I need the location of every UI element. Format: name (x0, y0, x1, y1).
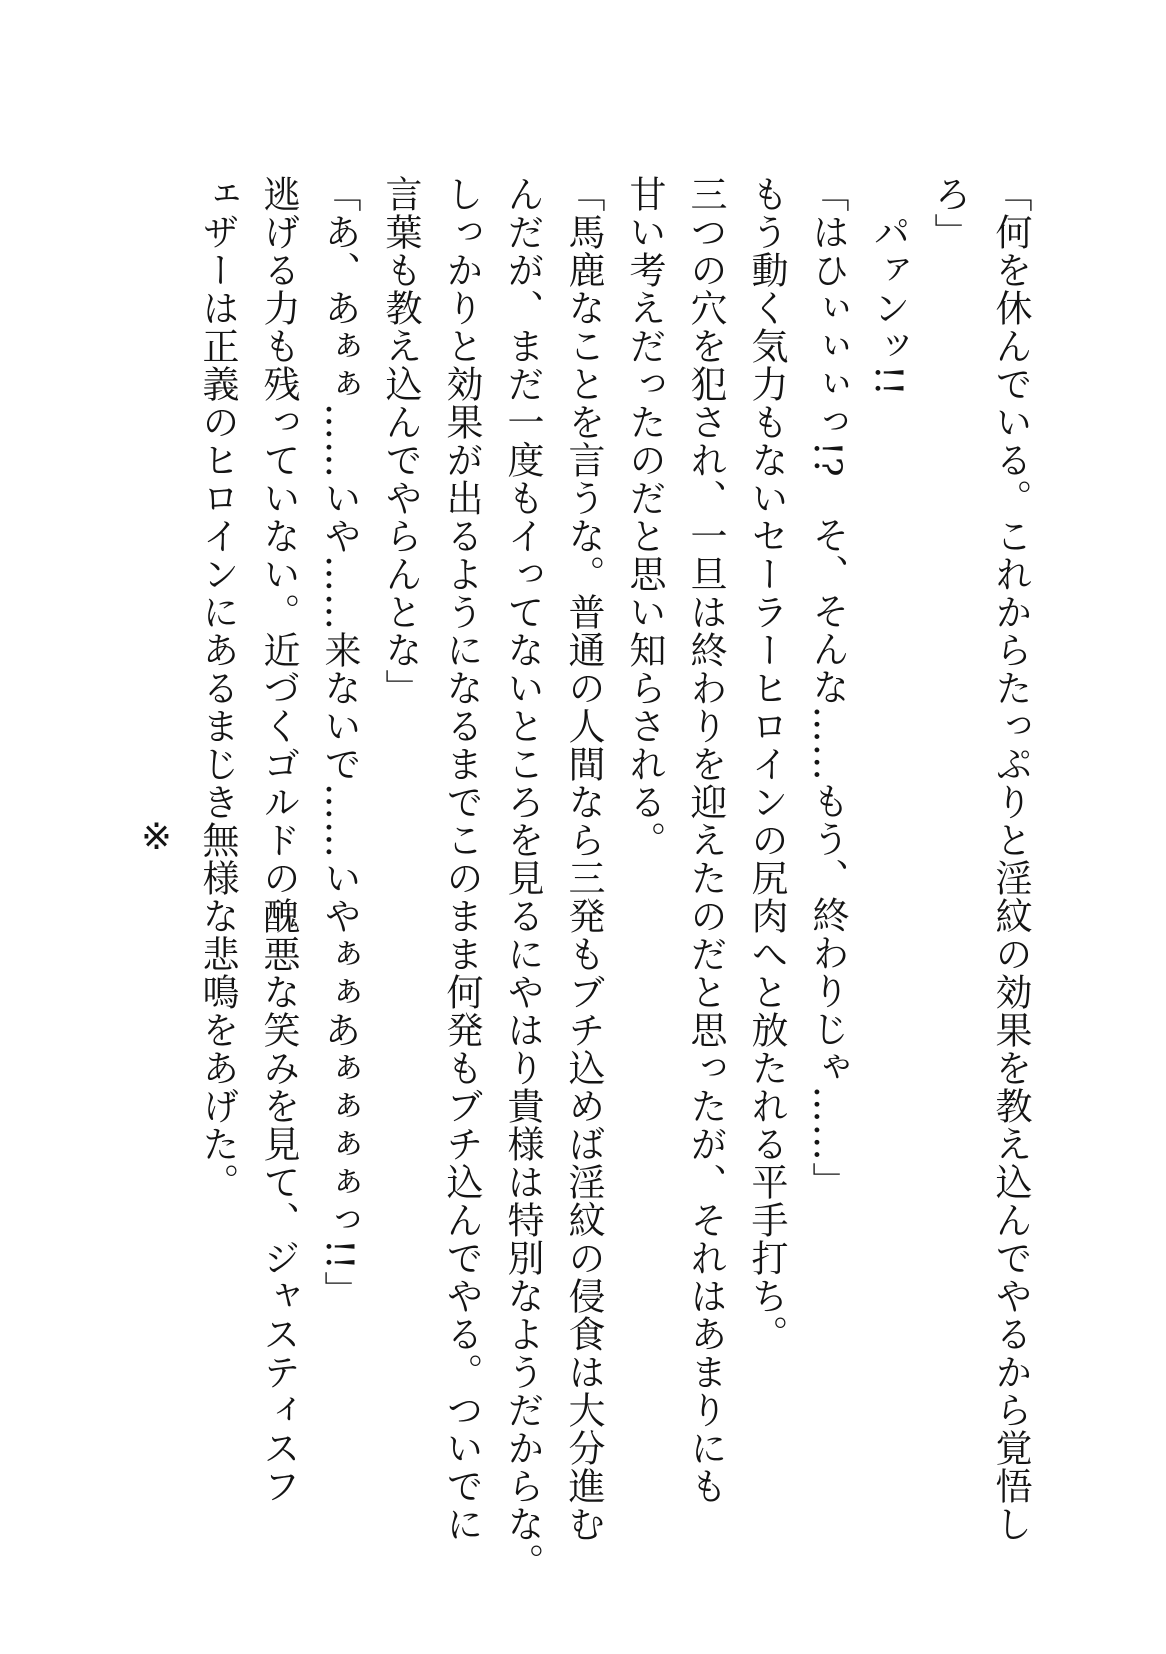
section-break-mark: ※ (135, 815, 178, 859)
text-line: んだが、まだ一度もイってないところを見るにやはり貴様は特別なようだからな。 (501, 175, 544, 1581)
text-line: 言葉も教え込んでやらんとな」 (379, 175, 422, 707)
text-line: ェザーは正義のヒロインにあるまじき無様な悲鳴をあげた。 (196, 175, 239, 1201)
text-line: しっかりと効果が出るようになるまでこのまま何発もブチ込んでやる。ついでに (440, 175, 483, 1543)
text-line: パァンッ!! (867, 213, 910, 397)
text-line: もう動く気力もないセーラーヒロインの尻肉へと放たれる平手打ち。 (745, 175, 788, 1353)
text-line: 甘い考えだったのだと思い知らされる。 (623, 175, 666, 859)
text-line: 三つの穴を犯され、一旦は終わりを迎えたのだと思ったが、それはあまりにも (684, 175, 727, 1505)
text-line: 「馬鹿なことを言うな。普通の人間なら三発もブチ込めば淫紋の侵食は大分進む (562, 175, 605, 1543)
text-line: ろ」 (928, 175, 971, 251)
text-line: 「あ、あぁぁ……いや……来ないで……いやぁぁあぁぁぁぁっ!!」 (318, 175, 361, 1309)
vertical-text-body (126, 175, 1041, 1581)
text-line: 逃げる力も残っていない。近づくゴルドの醜悪な笑みを見て、ジャスティスフ (257, 175, 300, 1505)
text-line: 「何を休んでいる。これからたっぷりと淫紋の効果を教え込んでやるから覚悟し (989, 175, 1032, 1543)
text-line: 「はひぃぃぃっ!? そ、そんな……もう、終わりじゃ……」 (806, 175, 849, 1200)
